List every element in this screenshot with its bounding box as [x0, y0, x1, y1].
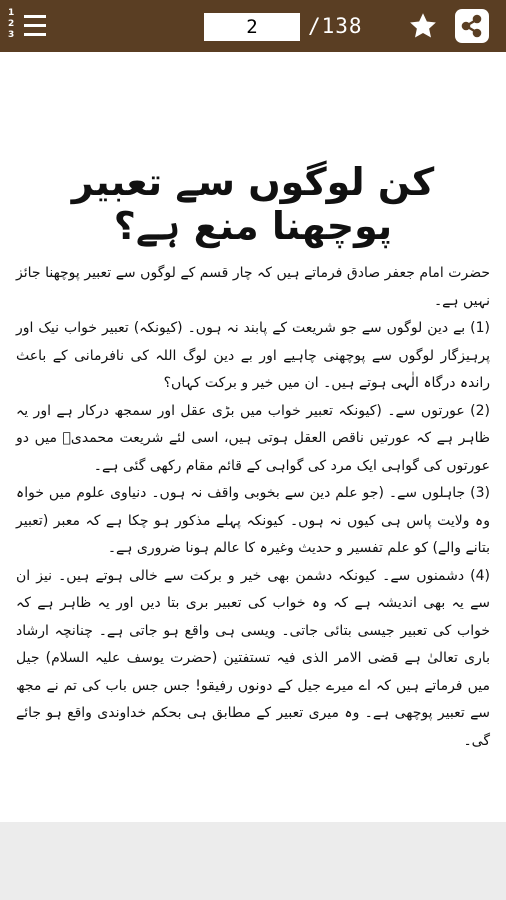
menu-line [24, 15, 46, 18]
point-4-paragraph: (4) دشمنوں سے۔ کیونکہ دشمن بھی خیر و برکت سے خالی ہوتے ہیں۔ نیز ان سے یہ بھی اندیشہ ہے کہ وہ خواب کی تعبیر بری بتا دیں اور یہ ظاہر ہے کہ خواب کی تعبیر جیسی بتائی جاتی۔ ویسی ہی واقع ہو جاتی ہے۔ چنانچہ ارشاد باری تعالیٰ ہے قضی الامر الذی فیہ تستفتین (حضرت یوسف علیہ السلام) جیل میں فرماتے ہیں کہ اے میرے جیل کے دونوں رفیقو! جس جس باب کی تم نے مجھ سے تعبیر پوچھی ہے۔ وہ میری تعبیر کے مطابق ہی بحکم خداوندی واقع ہو جائے گی۔ [16, 567, 491, 749]
menu-digit-3: 3 [8, 30, 15, 40]
page-number-input[interactable] [204, 13, 300, 41]
menu-line [24, 24, 46, 27]
share-icon [455, 9, 489, 43]
bottom-blank-area [0, 822, 506, 900]
point-2-paragraph: (2) عورتوں سے۔ (کیونکہ تعبیر خواب میں بڑی عقل اور سمجھ درکار ہے اور یہ ظاہر ہے کہ عورتیں ناقص العقل ہوتی ہیں، اسی لئے شریعت محمدیؐ میں دو عورتوں کی گواہی ایک مرد کی گواہی کے قائم مقام رکھی گئی ہے۔ [16, 402, 490, 474]
top-toolbar [0, 0, 506, 52]
menu-digit-2: 2 [8, 19, 15, 29]
chapter-list-button[interactable] [8, 8, 48, 44]
point-1-paragraph: (1) بے دین لوگوں سے جو شریعت کے پابند نہ ہوں۔ (کیونکہ) تعبیر خواب نیک اور پرہیزگار لوگوں سے پوچھنی چاہیے اور بے دین لوگ اللہ کی نافرمانی کے باعث راندہ درگاہ الٰہی ہوتے ہیں۔ ان میں خیر و برکت کہاں؟ [16, 320, 490, 391]
menu-digit-1: 1 [8, 8, 15, 18]
page-body [16, 260, 490, 755]
bookmark-star-button[interactable] [408, 11, 438, 41]
star-icon [408, 11, 438, 41]
page-total: /138 [308, 14, 363, 38]
menu-line [24, 33, 46, 36]
book-page [0, 52, 506, 822]
numbered-list-icon [8, 8, 20, 41]
point-3-paragraph: (3) جاہلوں سے۔ (جو علم دین سے بخوبی واقف نہ ہوں۔ دنیاوی علوم میں خواہ وہ ولایت پاس ہی کیوں نہ ہوں۔ کیونکہ پہلے مذکور ہو چکا ہے کہ معبر (تعبیر بتانے والے) کو علم تفسیر و حدیث وغیرہ کا عالم ہونا ضروری ہے۔ [16, 485, 490, 556]
share-button[interactable] [455, 9, 489, 43]
page-heading: کن لوگوں سے تعبیر پوچھنا منع ہے؟ [71, 160, 435, 248]
intro-paragraph: حضرت امام جعفر صادق فرماتے ہیں کہ چار قسم کے لوگوں سے تعبیر پوچھنا جائز نہیں ہے۔ [16, 265, 490, 309]
